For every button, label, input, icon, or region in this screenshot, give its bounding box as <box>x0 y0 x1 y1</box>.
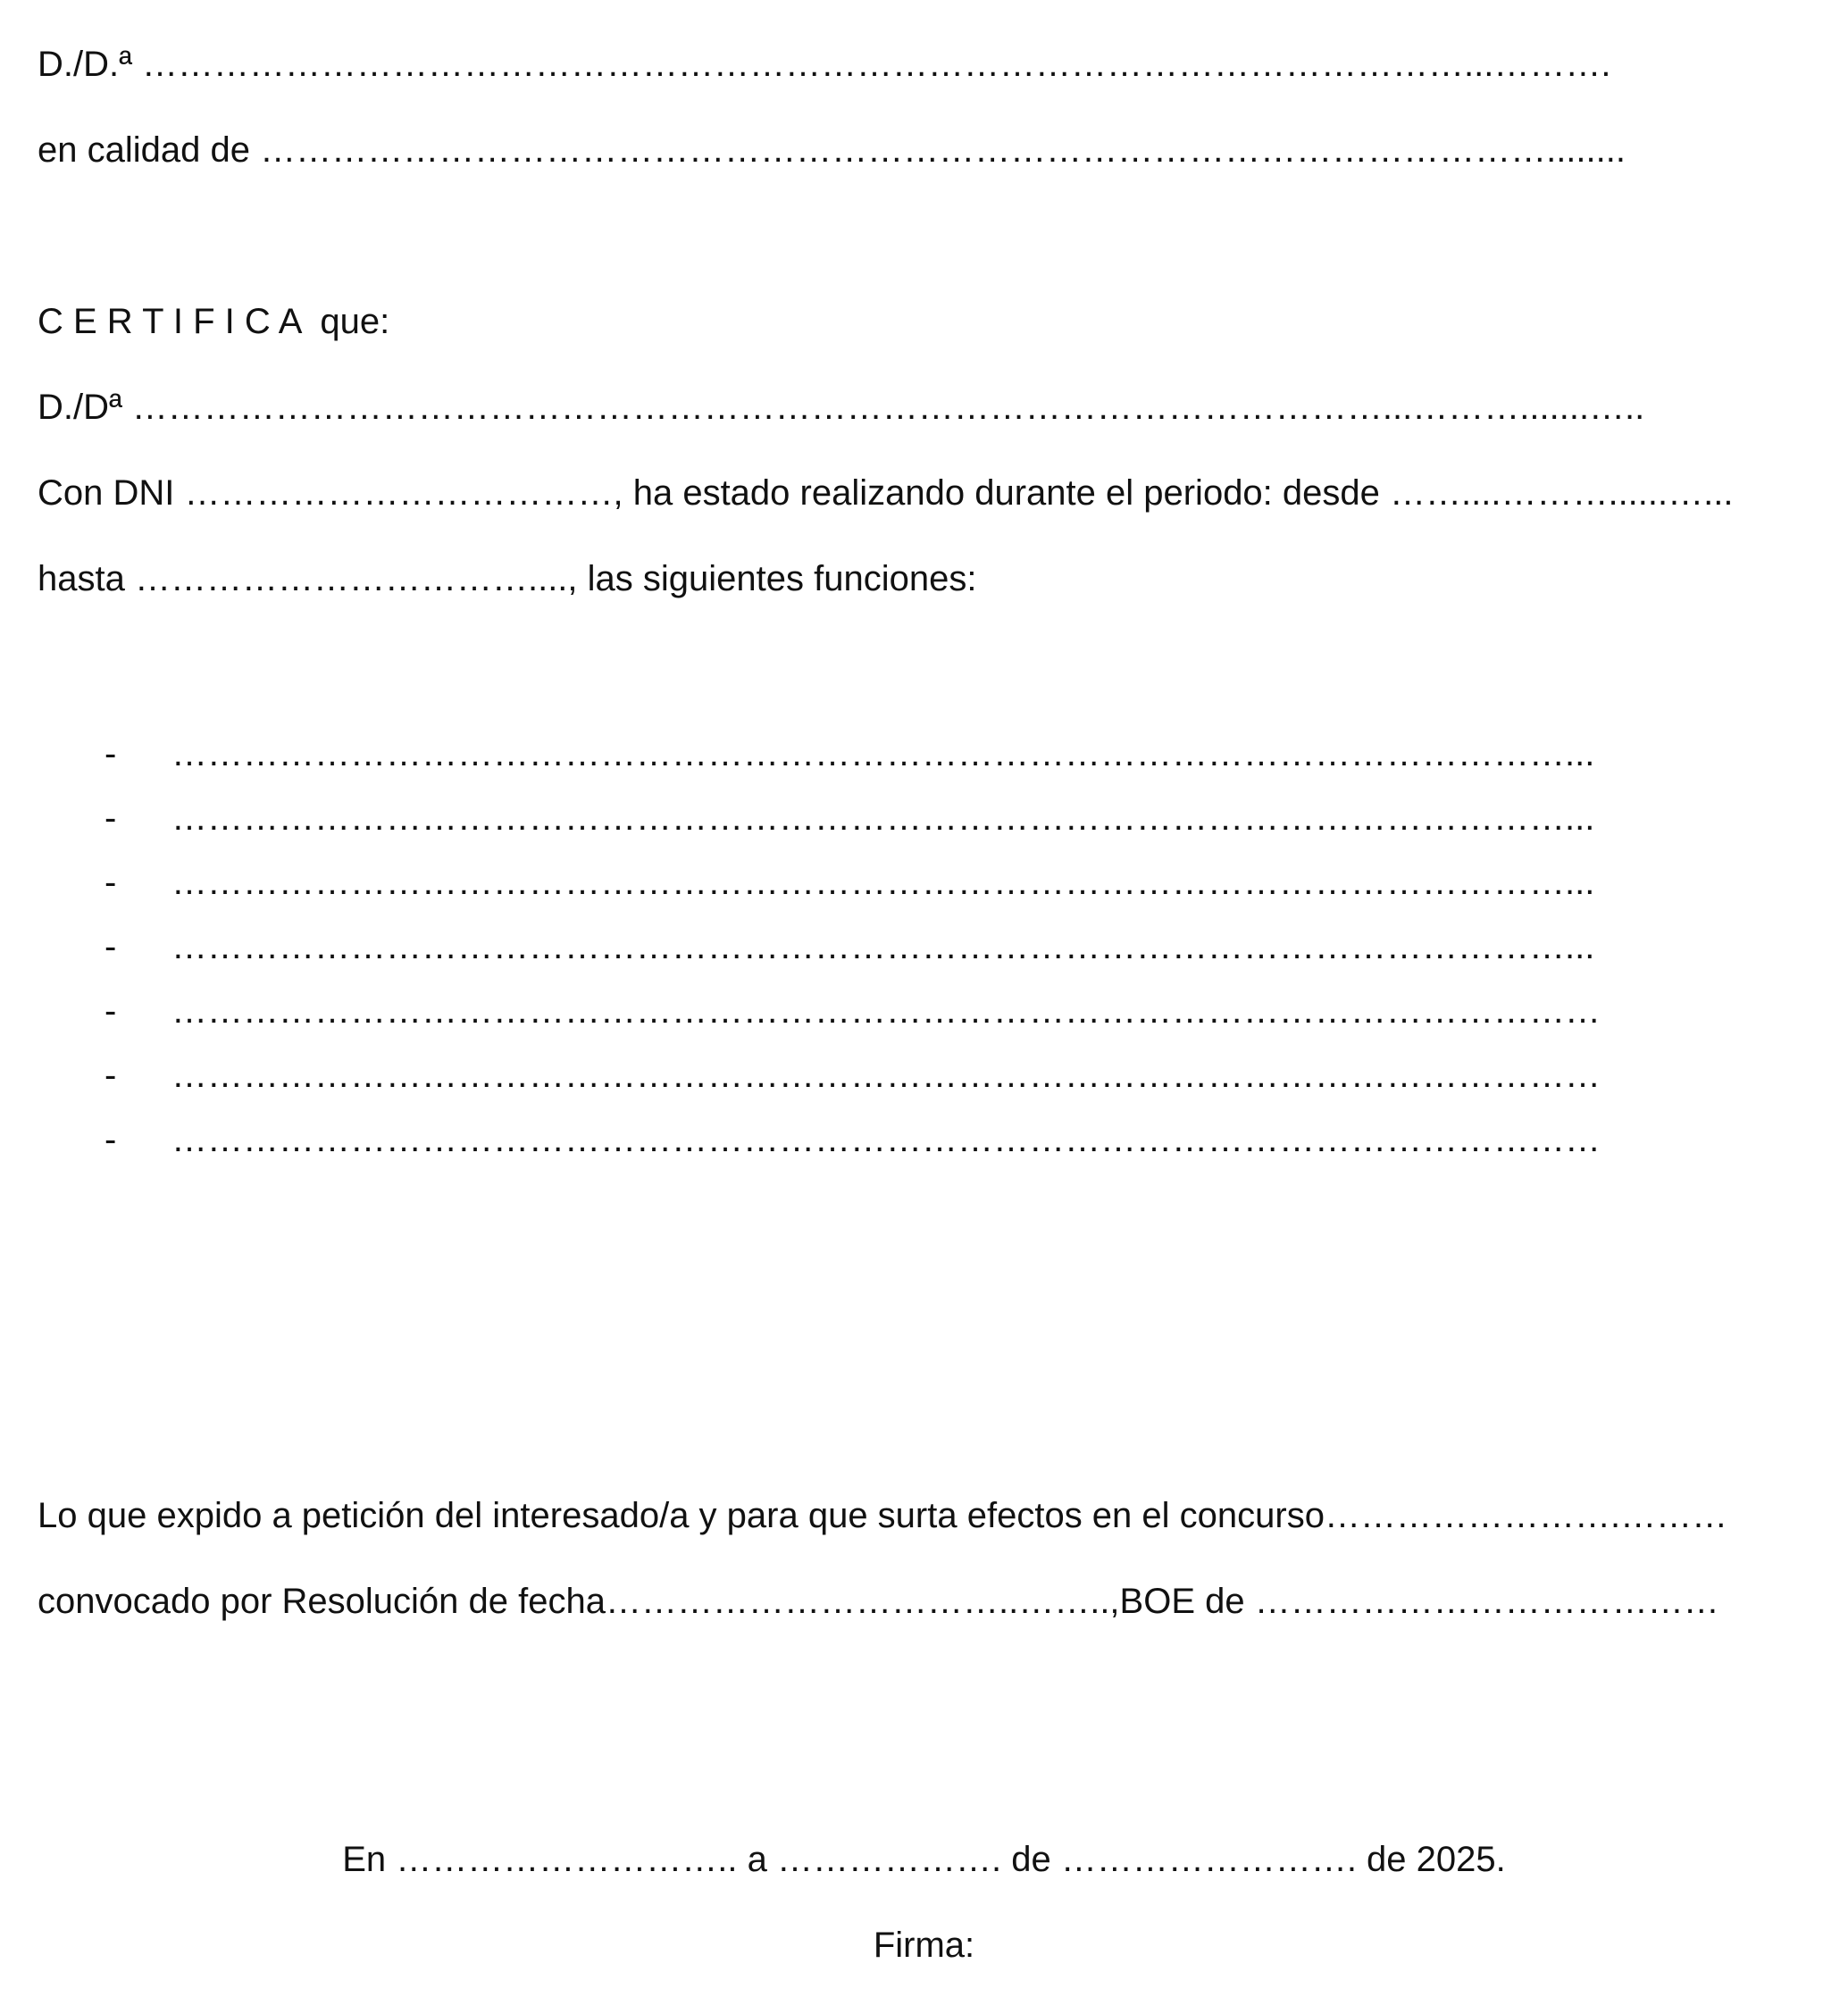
bullet-dash: - <box>105 734 117 773</box>
place-date-line: En ……………………….. a ………………. de ……………………. de 2025. <box>342 1840 1506 1879</box>
bullet-dash: - <box>105 863 117 902</box>
bullet-dash: - <box>105 927 117 966</box>
certified-person-line: D./Dª ……………………………………………………………………………………………...……….......….. <box>38 388 1645 427</box>
function-fill-line: ………………………………………………………………………………………………………... <box>171 863 1595 902</box>
function-fill-line: ………………………………………………………………………………………………………... <box>171 734 1595 773</box>
bullet-dash: - <box>105 991 117 1031</box>
closing-statement-line: Lo que expido a petición del interesado/a y para que surta efectos en el concurso…………………….……… <box>38 1496 1728 1535</box>
dni-period-line: Con DNI ………………………………, ha estado realizando durante el periodo: desde ……....………......…... <box>38 473 1734 513</box>
issuer-role-line: en calidad de ………………………………………………………………………………………………........ <box>38 130 1626 170</box>
certifica-heading: C E R T I F I C A que: <box>38 302 390 341</box>
period-end-line: hasta ……………………………...., las siguientes funciones: <box>38 559 977 598</box>
function-fill-line: ………………………………………………………………………………………………………… <box>171 1120 1601 1159</box>
function-fill-line: ………………………………………………………………………………………………………... <box>171 927 1595 966</box>
issuer-name-line: D./D.ª …………………………………………………………………………………………………...………. <box>38 45 1611 84</box>
bullet-dash: - <box>105 798 117 838</box>
resolution-boe-line: convocado por Resolución de fecha……………………………..……..,BOE de ………………………………… <box>38 1582 1719 1621</box>
function-fill-line: ………………………………………………………………………………………………………... <box>171 798 1595 838</box>
function-fill-line: ………………………………………………………………………………………………………… <box>171 1056 1601 1095</box>
bullet-dash: - <box>105 1056 117 1095</box>
function-fill-line: ………………………………………………………………………………………………………… <box>171 991 1601 1031</box>
signature-label: Firma: <box>873 1926 975 1965</box>
bullet-dash: - <box>105 1120 117 1159</box>
